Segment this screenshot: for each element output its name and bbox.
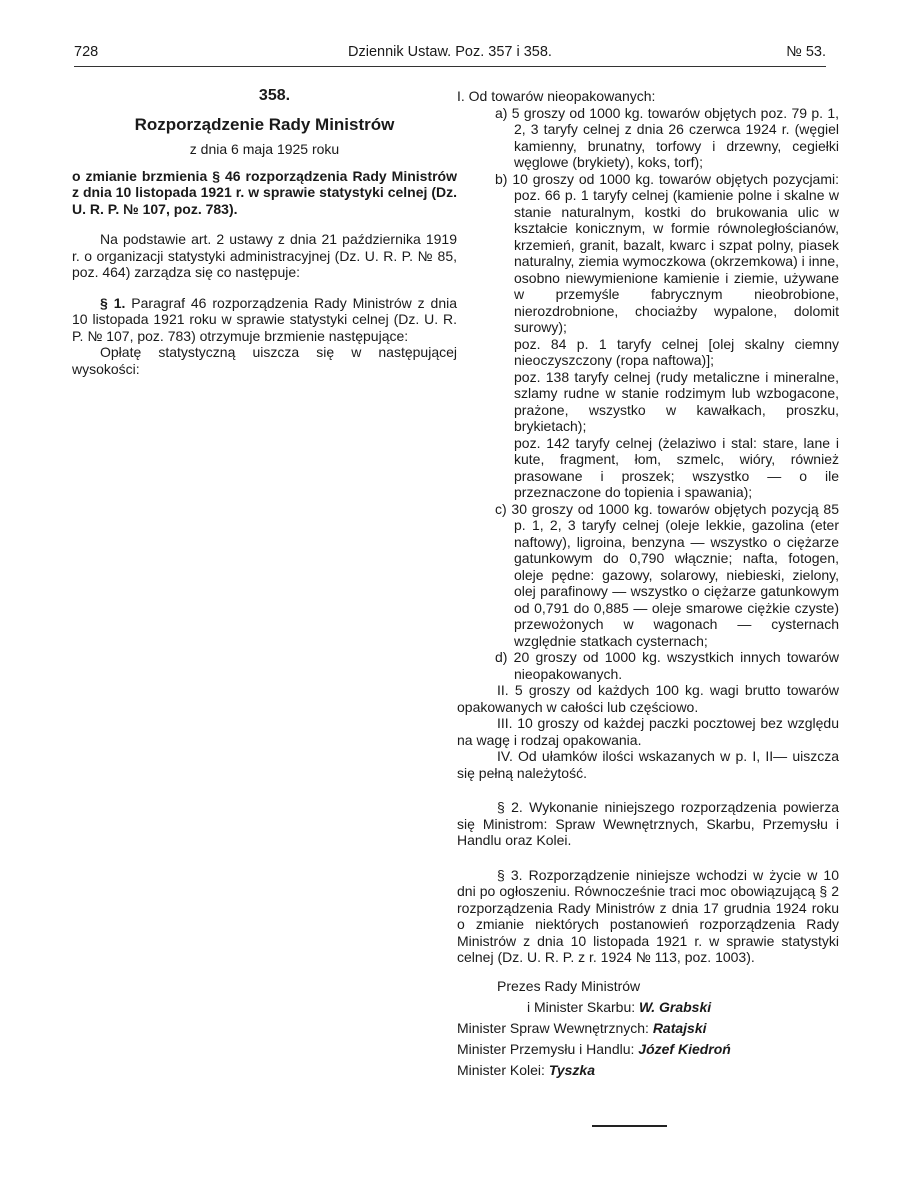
issue-number: № 53. (786, 44, 826, 60)
tariff-list-ii: II. 5 groszy od każdych 100 kg. wagi brutto towarów opakowanych w całości lub częściowo. (457, 682, 839, 715)
left-column (72, 88, 457, 377)
signature-name-grabski: W. Grabski (639, 998, 712, 1015)
signature-name-ratajski: Ratajski (652, 1019, 707, 1036)
section-1-sub: Opłatę statystyczną uiszcza się w następującej wysokości: (72, 344, 457, 377)
page-number: 728 (74, 44, 99, 60)
section-1 (72, 295, 457, 345)
right-column (457, 88, 839, 1081)
act-subject: o zmianie brzmienia § 46 rozporządzenia Rady Ministrów z dnia 10 listopada 1921 r. w sprawie statystyki celnej (Dz. U. R. P. № 107, poz. 783). (72, 167, 457, 217)
tariff-poz-84: poz. 84 p. 1 taryfy celnej [olej skalny ciemny nieoczyszczony (ropa naftowa)]; (514, 335, 839, 368)
signature-name-tyszka: Tyszka (548, 1061, 595, 1078)
tariff-item-a: a) 5 groszy od 1000 kg. towarów objętych poz. 79 p. 1, 2, 3 taryfy celnej z dnia 26 czerwca 1924 r. (węgiel kamienny, brunatny, torfowy i drzewny, cegiełki węglowe (brykiety), koks, torf); (495, 104, 839, 170)
signature-interior-title: Minister Spraw Wewnętrznych: (457, 1019, 649, 1036)
tariff-list-iii: III. 10 groszy od każdej paczki pocztowej bez względu na wagę i rodzaj opakowania. (457, 715, 839, 748)
page-header (74, 44, 826, 62)
journal-title: Dziennik Ustaw. Poz. 357 i 358. (348, 44, 552, 60)
tariff-item-d: d) 20 groszy od 1000 kg. wszystkich innych towarów nieopakowanych. (495, 649, 839, 682)
signature-industry-title: Minister Przemysłu i Handlu: (457, 1040, 635, 1057)
section-1-text: Paragraf 46 rozporządzenia Rady Ministrów z dnia 10 listopada 1921 roku w sprawie statystyki celnej (Dz. U. R. P. № 107, poz. 783) otrzymuje brzmienie następujące: (72, 294, 458, 344)
signature-railways (457, 1060, 839, 1081)
signature-industry (457, 1039, 839, 1060)
tariff-item-c: c) 30 groszy od 1000 kg. towarów objętych pozycją 85 p. 1, 2, 3 taryfy celnej (oleje lekkie, gazolina (eter naftowy), ligroina, benzyna — wszystko o ciężarze gatunkowym do 0,790 włącznie; nafta, fotogen, oleje pędne: gazowy, solarowy, niebieski, zielony, olej parafinowy — wszystko o ciężarze gatunkowym od 0,791 do 0,885 — oleje smarowe ciężkie czyste) przewożonych w wagonach — cysternach względnie statkach cysternach; (495, 500, 839, 649)
tariff-poz-142: poz. 142 taryfy celnej (żelaziwo i stal: stare, lane i kute, fragment, łom, szmelc, wióry, również prasowane i proszek; wszystko — o ile przeznaczone do topienia i spawania); (514, 434, 839, 500)
section-2: § 2. Wykonanie niniejszego rozporządzenia powierza się Ministrom: Spraw Wewnętrznych, Skarbu, Przemysłu i Handlu oraz Kolei. (457, 799, 839, 848)
signatures (457, 976, 839, 1081)
act-title: Rozporządzenie Rady Ministrów (134, 114, 395, 134)
signature-prime-minister-title: Prezes Rady Ministrów (497, 977, 641, 994)
tariff-list-iv: IV. Od ułamków ilości wskazanych w p. I, II— uiszcza się pełną należytość. (457, 748, 839, 781)
signature-prime-minister (457, 997, 839, 1018)
signature-treasury-title: i Minister Skarbu: (527, 998, 636, 1015)
signature-interior (457, 1018, 839, 1039)
act-date: z dnia 6 maja 1925 roku (189, 141, 340, 157)
signature-name-kiedron: Józef Kiedroń (638, 1040, 731, 1057)
end-rule (592, 1125, 667, 1127)
section-3: § 3. Rozporządzenie niniejsze wchodzi w życie w 10 dni po ogłoszeniu. Równocześnie traci moc obowiązującą § 2 rozporządzenia Rady Ministrów z dnia 17 grudnia 1924 roku o zmianie niektórych postanowień rozporządzenia Rady Ministrów z dnia 10 listopada 1921 r. w sprawie statystyki celnej (Dz. U. R. P. z r. 1924 № 113, poz. 1003). (457, 866, 839, 965)
header-rule (74, 66, 826, 67)
tariff-item-b: b) 10 groszy od 1000 kg. towarów objętych pozycjami: poz. 66 p. 1 taryfy celnej (kamienie polne i skalne w stanie naturalnym, kostki do brukowania ulic w kształcie konicznym, w formie równoległościanów, krzemień, granit, bazalt, kwarc i szpat polny, piasek naturalny, ziemia wymoczkowa (okrzemkowa) i inne, osobno niewymienione kamienie i ziemie, używane w przemyśle fabrycznym nieobrobione, nierozdrobnione, chociażby wypalone, dolomit surowy); (495, 170, 839, 335)
tariff-list-i: I. Od towarów nieopakowanych: (457, 88, 656, 104)
section-1-label: § 1. (100, 294, 126, 311)
tariff-poz-138: poz. 138 taryfy celnej (rudy metaliczne i mineralne, szlamy rudne w stanie rodzimym lub wzbogacone, prażone, wszystko w kawałkach, proszku, brykietach); (514, 368, 839, 434)
preamble: Na podstawie art. 2 ustawy z dnia 21 października 1919 r. o organizacji statystyki administracyjnej (Dz. U. R. P. № 85, poz. 464) zarządza się co następuje: (72, 231, 457, 280)
act-number: 358. (258, 87, 291, 104)
signature-railways-title: Minister Kolei: (457, 1061, 545, 1078)
